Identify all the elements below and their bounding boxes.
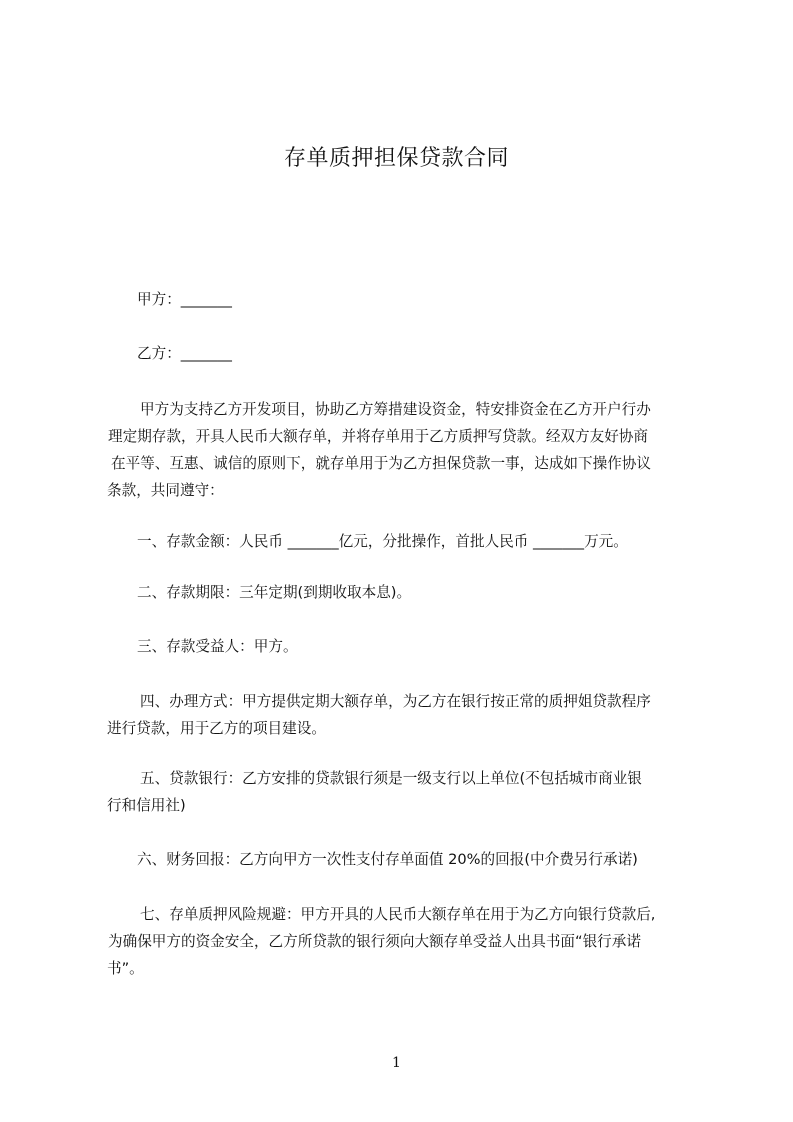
clause-1: 一、存款金额：人民币 _______亿元，分批操作，首批人民币 _______万元。 <box>137 533 628 550</box>
clause-7-line: 七、存单质押风险规避：甲方开具的人民币大额存单在用于为乙方向银行贷款后, <box>140 906 656 923</box>
preamble-line: 在平等、互惠、诚信的原则下，就存单用于为乙方担保贷款一事，达成如下操作协议 <box>111 455 651 472</box>
preamble-line: 甲方为支持乙方开发项目，协助乙方筹措建设资金，特安排资金在乙方开户行办 <box>140 401 651 418</box>
clause-5-line: 五、贷款银行：乙方安排的贷款银行须是一级支行以上单位(不包括城市商业银 <box>140 770 642 787</box>
clause-7-line: 为确保甲方的资金安全，乙方所贷款的银行须向大额存单受益人出具书面“银行承诺 <box>108 933 641 950</box>
clause-7-line: 书”。 <box>107 960 144 977</box>
clause-4-line: 进行贷款，用于乙方的项目建设。 <box>107 720 326 737</box>
preamble-line: 理定期存款，开具人民币大额存单，并将存单用于乙方质押写贷款。经双方友好协商 <box>108 428 648 445</box>
party-b-line: 乙方：_______ <box>137 345 232 362</box>
page-number: 1 <box>392 1055 401 1071</box>
clause-4-line: 四、办理方式：甲方提供定期大额存单，为乙方在银行按正常的质押姐贷款程序 <box>140 693 651 710</box>
party-a-line: 甲方：_______ <box>137 291 232 308</box>
clause-5-line: 行和信用社) <box>107 797 186 814</box>
document-title: 存单质押担保贷款合同 <box>283 146 509 171</box>
clause-2: 二、存款期限：三年定期(到期收取本息)。 <box>137 584 412 601</box>
clause-3: 三、存款受益人：甲方。 <box>137 638 298 655</box>
preamble-line: 条款，共同遵守： <box>107 482 224 499</box>
clause-6: 六、财务回报：乙方向甲方一次性支付存单面值 20%的回报(中介费另行承诺) <box>137 851 638 868</box>
